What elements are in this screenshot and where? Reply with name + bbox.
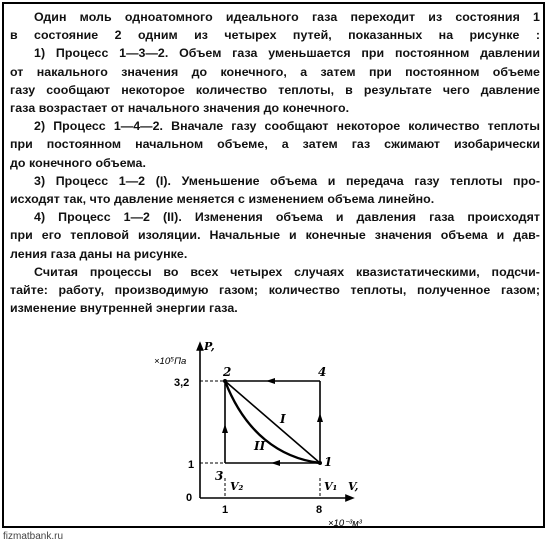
- tick-1-y: 1: [188, 459, 195, 471]
- problem-line: при постоянном начальном объеме, а затем газ сжимают изобарически: [10, 137, 540, 152]
- tick-1-x: 1: [222, 504, 229, 516]
- problem-line: Считая процессы во всех четырех случаях квазистатическими, подсчи-: [34, 264, 540, 279]
- arrow-4-2: [266, 378, 275, 384]
- point-1-marker: [318, 461, 322, 465]
- problem-line: Один моль одноатомного идеального газа переходит из состояния 1: [34, 10, 540, 24]
- pv-diagram: [150, 338, 375, 528]
- arrow-1-4: [317, 413, 323, 422]
- problem-line: до конечного объема.: [10, 155, 146, 170]
- problem-line: изменение внутренней энергии газа.: [10, 301, 238, 316]
- problem-text: [10, 8, 540, 317]
- v2-label: V₂: [230, 480, 244, 493]
- arrow-3-2: [222, 424, 228, 433]
- point-2-marker: [223, 379, 227, 383]
- v-axis-label: V,: [348, 480, 359, 493]
- watermark: fizmatbank.ru: [3, 531, 64, 542]
- origin-label: 0: [186, 492, 193, 504]
- point-3-label: 3: [215, 469, 224, 483]
- point-1-label: 1: [324, 455, 333, 469]
- problem-line: 1) Процесс 1—3—2. Объем газа уменьшается при постоянном давлении: [34, 46, 540, 61]
- tick-3-2: 3,2: [174, 377, 190, 389]
- process-I: [225, 381, 320, 463]
- problem-line: тайте: работу, производимую газом; количество теплоты, полученное газом;: [10, 283, 540, 298]
- curve-I-label: I: [280, 412, 286, 426]
- curve-II-label: II: [254, 439, 266, 453]
- arrow-1-3: [271, 460, 280, 466]
- point-4-label: 4: [318, 365, 327, 379]
- problem-line: от накального значения до конечного, а затем при постоянном объеме: [10, 64, 540, 79]
- problem-line: ления газа даны на рисунке.: [10, 246, 188, 261]
- problem-line: 4) Процесс 1—2 (II). Изменения объема и давления газа происходят: [34, 210, 540, 225]
- problem-line: газа возрастает от начального значения до конечного.: [10, 101, 350, 116]
- problem-line: 3) Процесс 1—2 (I). Уменьшение объема и передача газу теплоты про-: [34, 173, 540, 188]
- tick-8: 8: [316, 504, 323, 516]
- problem-line: 2) Процесс 1—4—2. Вначале газу сообщают некоторое количество теплоты: [34, 119, 540, 134]
- v1-label: V₁: [324, 480, 338, 493]
- p-axis-label: P,: [204, 340, 215, 353]
- p-units: ×10⁵Па: [154, 356, 187, 367]
- problem-line: при его тепловой изоляции. Начальные и конечные значения объема и дав-: [10, 228, 540, 243]
- point-2-label: 2: [223, 365, 232, 379]
- problem-line: исходят так, что давление меняется с изменением объема линейно.: [10, 192, 435, 207]
- problem-line: в состояние 2 одним из четырех путей, показанных на рисунке :: [10, 28, 540, 43]
- problem-line: газу сообщают некоторое количество теплоты, в результате чего давление: [10, 82, 540, 97]
- v-units: ×10⁻³м³: [328, 518, 362, 528]
